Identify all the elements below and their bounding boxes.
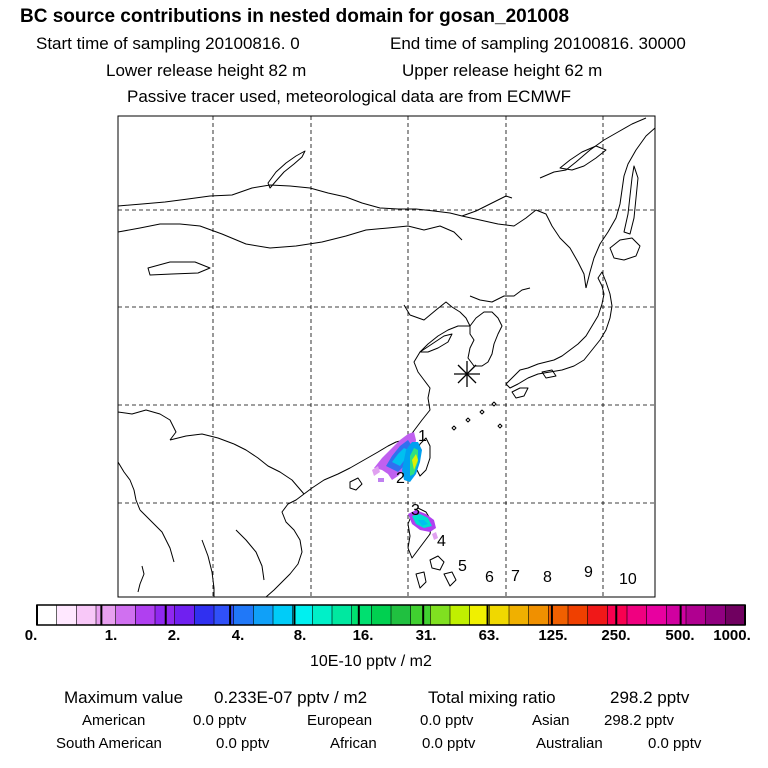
max-value-label: Maximum value: [64, 688, 184, 707]
trajectory-label: 5: [458, 558, 467, 575]
colorbar-cell: [57, 605, 77, 625]
colorbar-tick-label: 1.: [104, 627, 118, 644]
australian-value: 0.0 pptv: [648, 735, 702, 752]
upper-release-height-label: Upper release height 62 m: [402, 61, 603, 80]
colorbar-cell: [273, 605, 293, 625]
colorbar-cell: [725, 605, 745, 625]
australian-label: Australian: [536, 735, 603, 752]
total-mixing-ratio-value: 298.2 pptv: [610, 688, 690, 707]
colorbar-cell: [588, 605, 608, 625]
colorbar-cell: [175, 605, 195, 625]
colorbar-tick-label: 4.: [231, 627, 245, 644]
trajectory-label: 8: [543, 569, 552, 586]
lower-release-height-label: Lower release height 82 m: [106, 61, 307, 80]
african-value: 0.0 pptv: [422, 735, 476, 752]
colorbar-cell: [234, 605, 254, 625]
african-label: African: [330, 735, 377, 752]
trajectory-label: 6: [485, 569, 494, 586]
trajectory-label: 2: [396, 470, 405, 487]
colorbar-cell: [647, 605, 667, 625]
colorbar-cell: [312, 605, 332, 625]
colorbar-cell: [332, 605, 352, 625]
colorbar-cell: [371, 605, 391, 625]
asian-value: 298.2 pptv: [604, 712, 675, 729]
colorbar-tick-label: 31.: [415, 627, 437, 644]
colorbar-tick-label: 1000.: [713, 627, 751, 644]
colorbar-cell: [253, 605, 273, 625]
european-value: 0.0 pptv: [420, 712, 474, 729]
start-time-label: Start time of sampling 20100816. 0: [36, 34, 300, 53]
south-american-value: 0.0 pptv: [216, 735, 270, 752]
colorbar-cell: [76, 605, 96, 625]
colorbar-tick-label: 0.: [24, 627, 38, 644]
south-american-label: South American: [56, 735, 162, 752]
colorbar-cell: [607, 605, 627, 625]
trajectory-label: 1: [418, 428, 427, 445]
tracer-note: Passive tracer used, meteorological data are from ECMWF: [127, 87, 572, 106]
colorbar-cell: [450, 605, 470, 625]
colorbar-cell: [37, 605, 57, 625]
colorbar-tick-label: 250.: [601, 627, 631, 644]
trajectory-label: 7: [511, 568, 520, 585]
page-title: BC source contributions in nested domain for gosan_201008: [20, 6, 570, 27]
colorbar-cell: [411, 605, 431, 625]
colorbar-tick-label: 500.: [665, 627, 695, 644]
colorbar-tick-label: 63.: [478, 627, 500, 644]
colorbar-cell: [666, 605, 686, 625]
end-time-label: End time of sampling 20100816. 30000: [390, 34, 686, 53]
colorbar-cell: [293, 605, 313, 625]
colorbar-cell: [568, 605, 588, 625]
colorbar-cell: [627, 605, 647, 625]
trajectory-label: 3: [411, 502, 420, 519]
trajectory-label: 4: [437, 533, 446, 550]
colorbar-cell: [529, 605, 549, 625]
colorbar-cell: [509, 605, 529, 625]
colorbar-cell: [489, 605, 509, 625]
colorbar-tick-label: 125.: [538, 627, 568, 644]
colorbar-cell: [96, 605, 116, 625]
american-value: 0.0 pptv: [193, 712, 247, 729]
max-value: 0.233E-07 pptv / m2: [214, 688, 368, 707]
total-mixing-ratio-label: Total mixing ratio: [428, 688, 556, 707]
colorbar-cells: [37, 605, 745, 625]
colorbar-cell: [686, 605, 706, 625]
american-label: American: [82, 712, 146, 729]
trajectory-label: 10: [619, 571, 637, 588]
colorbar-cell: [430, 605, 450, 625]
colorbar-tick-label: 8.: [293, 627, 307, 644]
colorbar-cell: [352, 605, 372, 625]
colorbar-cell: [391, 605, 411, 625]
asian-label: Asian: [532, 712, 570, 729]
colorbar-cell: [706, 605, 726, 625]
colorbar-tick-label: 2.: [167, 627, 181, 644]
colorbar-unit-label: 10E-10 pptv / m2: [310, 653, 432, 670]
colorbar-tick-label: 16.: [352, 627, 374, 644]
colorbar-cell: [194, 605, 214, 625]
colorbar-cell: [116, 605, 136, 625]
trajectory-label: 9: [584, 564, 593, 581]
colorbar-cell: [135, 605, 155, 625]
european-label: European: [307, 712, 373, 729]
